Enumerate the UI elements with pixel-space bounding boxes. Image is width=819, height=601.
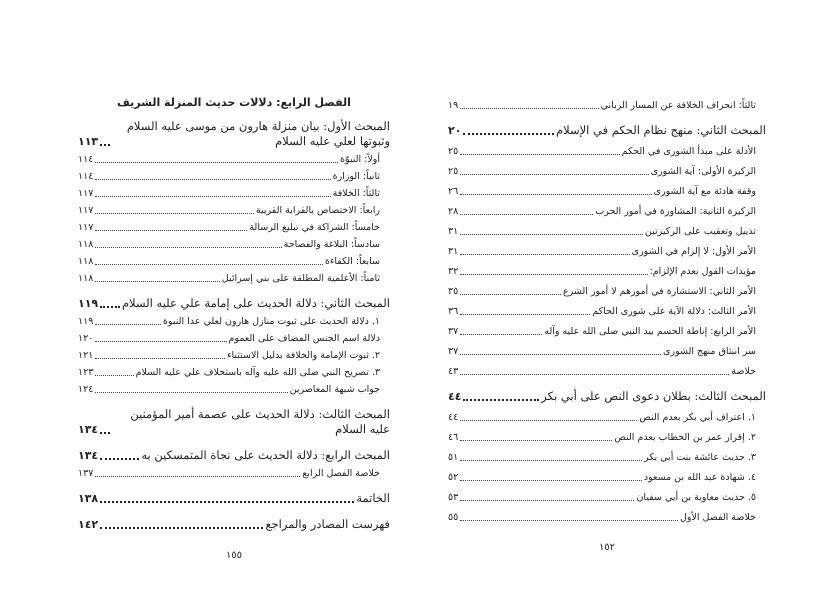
dot-leader bbox=[95, 179, 330, 180]
toc-entry-title: الأمر الأول: لا إلزام في الشورى bbox=[631, 246, 756, 257]
toc-entry bbox=[448, 318, 766, 338]
toc-entry-title: رابعاً: الاختصاص بالقرابة القريبة bbox=[255, 205, 380, 216]
dot-leader bbox=[460, 334, 542, 335]
toc-entry-title: خلاصة الفصل الرابع bbox=[302, 468, 380, 479]
toc-entry-title: تذييل وتعقيب على الركيزتين bbox=[644, 226, 756, 237]
toc-entry bbox=[78, 117, 390, 149]
toc-entry-title: المبحث الرابع: دلالة الحديث على نجاة المتمسكين به bbox=[141, 448, 390, 462]
toc-entry-page: ١١٧ bbox=[78, 205, 94, 216]
toc-entry-title: سابعاً: الكفاءة bbox=[324, 256, 380, 267]
toc-entry-title: فهرست المصادر والمراجع bbox=[265, 517, 390, 531]
toc-entry-title: سادساً: البلاغة والفصاحة bbox=[283, 239, 380, 250]
toc-entry-title: الأمر الرابع: إناطة الحسم بيد النبي صلى الله عليه وآله bbox=[544, 326, 756, 337]
toc-entry-title: أولاً: النبوّة bbox=[339, 154, 380, 165]
toc-entry bbox=[78, 405, 390, 437]
toc-entry-title: المبحث الأول: بيان منزلة هارون من موسى عليه السلام وثبوتها لعلي عليه السلام bbox=[126, 119, 390, 148]
dot-leader bbox=[100, 306, 120, 308]
toc-entry bbox=[78, 166, 390, 183]
toc-entry bbox=[78, 446, 390, 463]
toc-entry bbox=[448, 278, 766, 298]
toc-entry-title: ٣. تصريح النبي صلى الله عليه وآله باستخلاف علي عليه السلام bbox=[135, 367, 380, 378]
toc-entry-page: ١٤٢ bbox=[78, 518, 99, 531]
toc-entry-title: ٣. حديث عائشة بنت أبي بكر bbox=[643, 452, 756, 463]
toc-entry bbox=[448, 138, 766, 158]
toc-entry bbox=[78, 489, 390, 506]
toc-entry-title: ٤. شهادة عبد الله بن مسعود bbox=[643, 472, 756, 483]
toc-entry bbox=[78, 328, 390, 345]
toc-entry bbox=[448, 504, 766, 524]
toc-entry-title: ثانياً: الوزارة bbox=[332, 171, 380, 182]
toc-entry bbox=[448, 358, 766, 378]
toc-entry-page: ٣٢ bbox=[448, 266, 459, 277]
toc-entry bbox=[448, 444, 766, 464]
toc-entry-title: خامساً: الشراكة في تبليغ الرسالة bbox=[249, 222, 380, 233]
toc-entry-page: ١١٩ bbox=[78, 316, 94, 327]
toc-entry-title: المبحث الثالث: بطلان دعوى النص على أبي بكر bbox=[541, 389, 766, 403]
toc-entry-page: ١٢٠ bbox=[78, 333, 94, 344]
toc-entry-title: الركيزة الثانية: المشاورة في أمور الحرب bbox=[595, 206, 756, 217]
toc-entry bbox=[448, 424, 766, 444]
toc-entry-page: ١١٣ bbox=[78, 135, 99, 148]
toc-entry-page: ١١٩ bbox=[78, 297, 99, 310]
toc-list bbox=[78, 117, 390, 532]
dot-leader bbox=[460, 520, 678, 521]
toc-entry-page: ٤٣ bbox=[448, 366, 459, 377]
toc-entry bbox=[448, 238, 766, 258]
dot-leader bbox=[460, 174, 648, 175]
dot-leader bbox=[463, 399, 539, 401]
toc-entry bbox=[448, 178, 766, 198]
toc-entry bbox=[448, 198, 766, 218]
toc-entry bbox=[78, 268, 390, 285]
toc-entry-page: ١٩ bbox=[448, 100, 459, 111]
toc-entry bbox=[78, 149, 390, 166]
toc-entry-title: سر انبثاق منهج الشورى bbox=[663, 346, 756, 357]
dot-leader bbox=[460, 460, 642, 461]
toc-entry bbox=[448, 92, 766, 112]
toc-entry-page: ٢٦ bbox=[448, 186, 459, 197]
dot-leader bbox=[100, 527, 263, 529]
toc-entry bbox=[448, 158, 766, 178]
dot-leader bbox=[95, 392, 287, 393]
toc-entry bbox=[78, 311, 390, 328]
dot-leader bbox=[95, 196, 330, 197]
toc-entry-page: ٣٥ bbox=[448, 286, 459, 297]
left-page bbox=[78, 0, 390, 561]
toc-entry-page: ١٢٣ bbox=[78, 367, 94, 378]
toc-entry-page: ٥٣ bbox=[448, 492, 459, 503]
toc-entry-page: ٤٤ bbox=[448, 412, 459, 423]
toc-entry-title: الركيزة الأولى: آية الشورى bbox=[650, 166, 756, 177]
toc-entry bbox=[78, 362, 390, 379]
toc-entry bbox=[448, 464, 766, 484]
toc-entry bbox=[78, 183, 390, 200]
toc-entry-page: ١١٧ bbox=[78, 188, 94, 199]
dot-leader bbox=[460, 374, 729, 375]
dot-leader bbox=[95, 324, 161, 325]
toc-entry bbox=[78, 217, 390, 234]
toc-entry-title: ٥. حديث معاوية بن أبي سفيان bbox=[636, 492, 756, 503]
toc-entry-title: الأمر الثالث: دلالة الآية على شورى الحاكم bbox=[592, 306, 756, 317]
toc-entry-page: ٢٠ bbox=[448, 124, 462, 137]
toc-entry-page: ٤٦ bbox=[448, 432, 459, 443]
toc-entry-title: المبحث الثاني: دلالة الحديث على إمامة علي عليه السلام bbox=[121, 296, 390, 310]
toc-entry-page: ٣١ bbox=[448, 226, 459, 237]
dot-leader bbox=[460, 214, 593, 215]
toc-entry-page: ٤٤ bbox=[448, 390, 462, 403]
dot-leader bbox=[460, 480, 642, 481]
toc-entry-page: ٥٥ bbox=[448, 512, 459, 523]
dot-leader bbox=[460, 314, 590, 315]
toc-entry-page: ٢٨ bbox=[448, 206, 459, 217]
toc-entry-page: ٣٦ bbox=[448, 306, 459, 317]
toc-entry-title: الأمر الثاني: الاستشارة في أمورهم لا أمور الشرع bbox=[563, 286, 756, 297]
dot-leader bbox=[460, 254, 629, 255]
toc-entry-title: المبحث الثالث: دلالة الحديث على عصمة أمير المؤمنين عليه السلام bbox=[130, 407, 390, 436]
dot-leader bbox=[95, 247, 281, 248]
chapter-title: الفصل الرابع: دلالات حديث المنزلة الشريف bbox=[117, 96, 351, 109]
dot-leader bbox=[95, 375, 133, 376]
toc-entry-page: ١٢٤ bbox=[78, 384, 94, 395]
dot-leader bbox=[95, 281, 219, 282]
toc-entry bbox=[78, 251, 390, 268]
toc-entry bbox=[448, 218, 766, 238]
toc-entry-page: ٥٢ bbox=[448, 472, 459, 483]
toc-entry-title: ١. دلالة الحديث على ثبوت منازل هارون لعلي عدا النبوة bbox=[162, 316, 380, 327]
dot-leader bbox=[95, 213, 254, 214]
toc-entry-page: ١٢١ bbox=[78, 350, 94, 361]
toc-entry-page: ١١٨ bbox=[78, 273, 94, 284]
toc-entry-title: ثالثاً: الخلافة bbox=[332, 188, 380, 199]
toc-entry bbox=[78, 463, 390, 480]
page-number: ١٥٥ bbox=[225, 550, 243, 561]
toc-entry bbox=[448, 298, 766, 318]
toc-list bbox=[448, 92, 766, 524]
toc-entry bbox=[448, 258, 766, 278]
toc-entry-title: ١. اعتراف أبي بكر بعدم النص bbox=[639, 412, 756, 423]
toc-entry bbox=[78, 515, 390, 532]
toc-entry-page: ١٣٧ bbox=[78, 468, 94, 479]
dot-leader bbox=[95, 341, 226, 342]
toc-entry-title: المبحث الثاني: منهج نظام الحكم في الإسلام bbox=[556, 123, 766, 137]
dot-leader bbox=[95, 358, 225, 359]
toc-entry-title: الأدلة على مبدأ الشورى في الحكم bbox=[621, 146, 756, 157]
toc-entry-page: ٢٥ bbox=[448, 146, 459, 157]
toc-entry-page: ٣١ bbox=[448, 246, 459, 257]
toc-entry-title: خلاصة bbox=[731, 366, 756, 377]
dot-leader bbox=[460, 294, 561, 295]
toc-entry-title: جواب شبهة المعاصرين bbox=[289, 384, 380, 395]
dot-leader bbox=[95, 230, 247, 231]
dot-leader bbox=[95, 476, 300, 477]
right-page bbox=[448, 0, 766, 553]
toc-entry bbox=[448, 387, 766, 404]
toc-entry-page: ١١٤ bbox=[78, 171, 94, 182]
page-number: ١٥٢ bbox=[598, 542, 616, 553]
dot-leader bbox=[460, 194, 651, 195]
toc-entry-page: ٥١ bbox=[448, 452, 459, 463]
toc-entry-page: ٢٥ bbox=[448, 166, 459, 177]
toc-entry-title: ٢. إقرار عمر بن الخطاب بعدم النص bbox=[614, 432, 756, 443]
toc-entry-page: ١١٧ bbox=[78, 222, 94, 233]
dot-leader bbox=[460, 354, 661, 355]
toc-entry-title: خلاصة الفصل الأول bbox=[679, 512, 756, 523]
toc-entry-page: ٣٧ bbox=[448, 346, 459, 357]
toc-entry bbox=[448, 484, 766, 504]
toc-entry bbox=[448, 338, 766, 358]
dot-leader bbox=[95, 264, 323, 265]
dot-leader bbox=[460, 234, 643, 235]
toc-entry-title: مؤيدات القول بعدم الإلزام: bbox=[649, 266, 756, 277]
toc-entry-title: الخاتمة bbox=[356, 491, 390, 505]
dot-leader bbox=[460, 274, 647, 275]
toc-entry bbox=[78, 379, 390, 396]
toc-entry-page: ١١٨ bbox=[78, 256, 94, 267]
dot-leader bbox=[95, 162, 338, 163]
toc-entry-title: دلالة اسم الجنس المضاف على العموم bbox=[228, 333, 380, 344]
dot-leader bbox=[460, 500, 634, 501]
toc-entry-page: ١١٤ bbox=[78, 154, 94, 165]
dot-leader bbox=[100, 144, 110, 146]
toc-entry bbox=[78, 200, 390, 217]
toc-entry bbox=[78, 345, 390, 362]
toc-entry-page: ١٣٤ bbox=[78, 423, 99, 436]
dot-leader bbox=[460, 154, 619, 155]
toc-entry-page: ١٣٤ bbox=[78, 449, 99, 462]
dot-leader bbox=[100, 432, 110, 434]
dot-leader bbox=[100, 458, 139, 460]
toc-entry-title: وقفة هادئة مع آية الشورى bbox=[653, 186, 756, 197]
toc-entry bbox=[448, 121, 766, 138]
toc-entry bbox=[78, 234, 390, 251]
dot-leader bbox=[463, 133, 554, 135]
toc-entry bbox=[78, 294, 390, 311]
dot-leader bbox=[460, 420, 637, 421]
dot-leader bbox=[100, 501, 354, 503]
toc-entry bbox=[448, 404, 766, 424]
toc-entry-page: ١١٨ bbox=[78, 239, 94, 250]
toc-entry-title: ثامناً: الأعلمية المطلقة على بني إسرائيل bbox=[221, 273, 380, 284]
toc-entry-title: ثالثاً: انحراف الخلافة عن المسار الرباني bbox=[600, 100, 756, 111]
toc-entry-page: ١٣٨ bbox=[78, 492, 99, 505]
toc-entry-page: ٣٧ bbox=[448, 326, 459, 337]
toc-entry-title: ٢. ثبوت الإمامة والخلافة بدليل الاستثناء bbox=[227, 350, 380, 361]
dot-leader bbox=[460, 440, 612, 441]
dot-leader bbox=[460, 108, 598, 109]
